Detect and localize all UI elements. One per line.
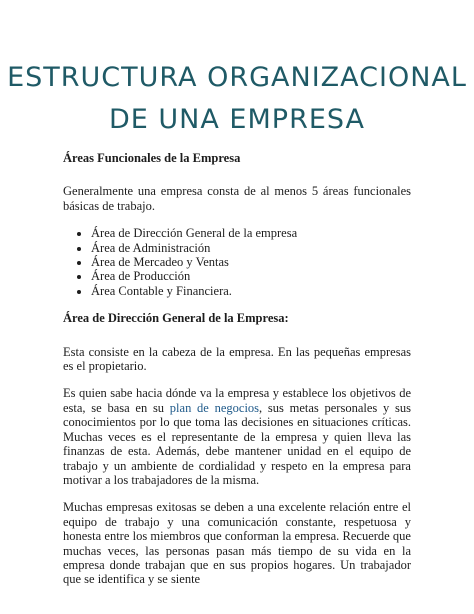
document-body: [63, 151, 411, 587]
list-item: • Área de Producción: [91, 269, 411, 283]
title-line-2: DE UNA EMPRESA: [108, 104, 365, 135]
areas-heading: Áreas Funcionales de la Empresa: [63, 151, 241, 165]
list-item: • Área de Dirección General de la empresa: [91, 226, 411, 240]
paragraph-2-end: , sus metas personales y sus conocimientos por lo que toma las decisiones en situaciones críticas. Muchas veces es el representante de la empresa y quien lleva las finanzas de esta. Además, debe mantener unidad en el equipo de trabajo y un ambiente de cordialidad y respeto en la empresa para motivar a los trabajadores de la misma.: [63, 400, 411, 487]
areas-list: [63, 226, 411, 298]
paragraph-2-start: Es quien sabe hacia dónde va la empresa y establece los objetivos de esta, se basa en su: [63, 386, 411, 415]
title-line-1: ESTRUCTURA ORGANIZACIONAL: [7, 62, 467, 93]
paragraph-2: [63, 386, 411, 487]
intro-paragraph: Generalmente una empresa consta de al menos 5 áreas funcionales básicas de trabajo.: [63, 184, 411, 213]
paragraph-1: Esta consiste en la cabeza de la empresa. En las pequeñas empresas es el propietario.: [63, 344, 411, 374]
plan-de-negocios-link[interactable]: plan de negocios: [169, 400, 260, 415]
list-item: • Área de Mercadeo y Ventas: [91, 255, 411, 269]
direccion-heading: Área de Dirección General de la Empresa:: [63, 311, 289, 326]
list-item: • Área de Administración: [91, 241, 411, 255]
paragraph-3: Muchas empresas exitosas se deben a una excelente relación entre el equipo de trabajo y una comunicación constante, respetuosa y honesta entre los miembros que conforman la empresa. Recuerde que muchas veces, las personas pasan más tiempo de su vida en la empresa donde trabajan que en sus propios hogares. Un trabajador que se identifica y se siente: [63, 500, 411, 587]
list-item: • Área Contable y Financiera.: [91, 284, 411, 298]
